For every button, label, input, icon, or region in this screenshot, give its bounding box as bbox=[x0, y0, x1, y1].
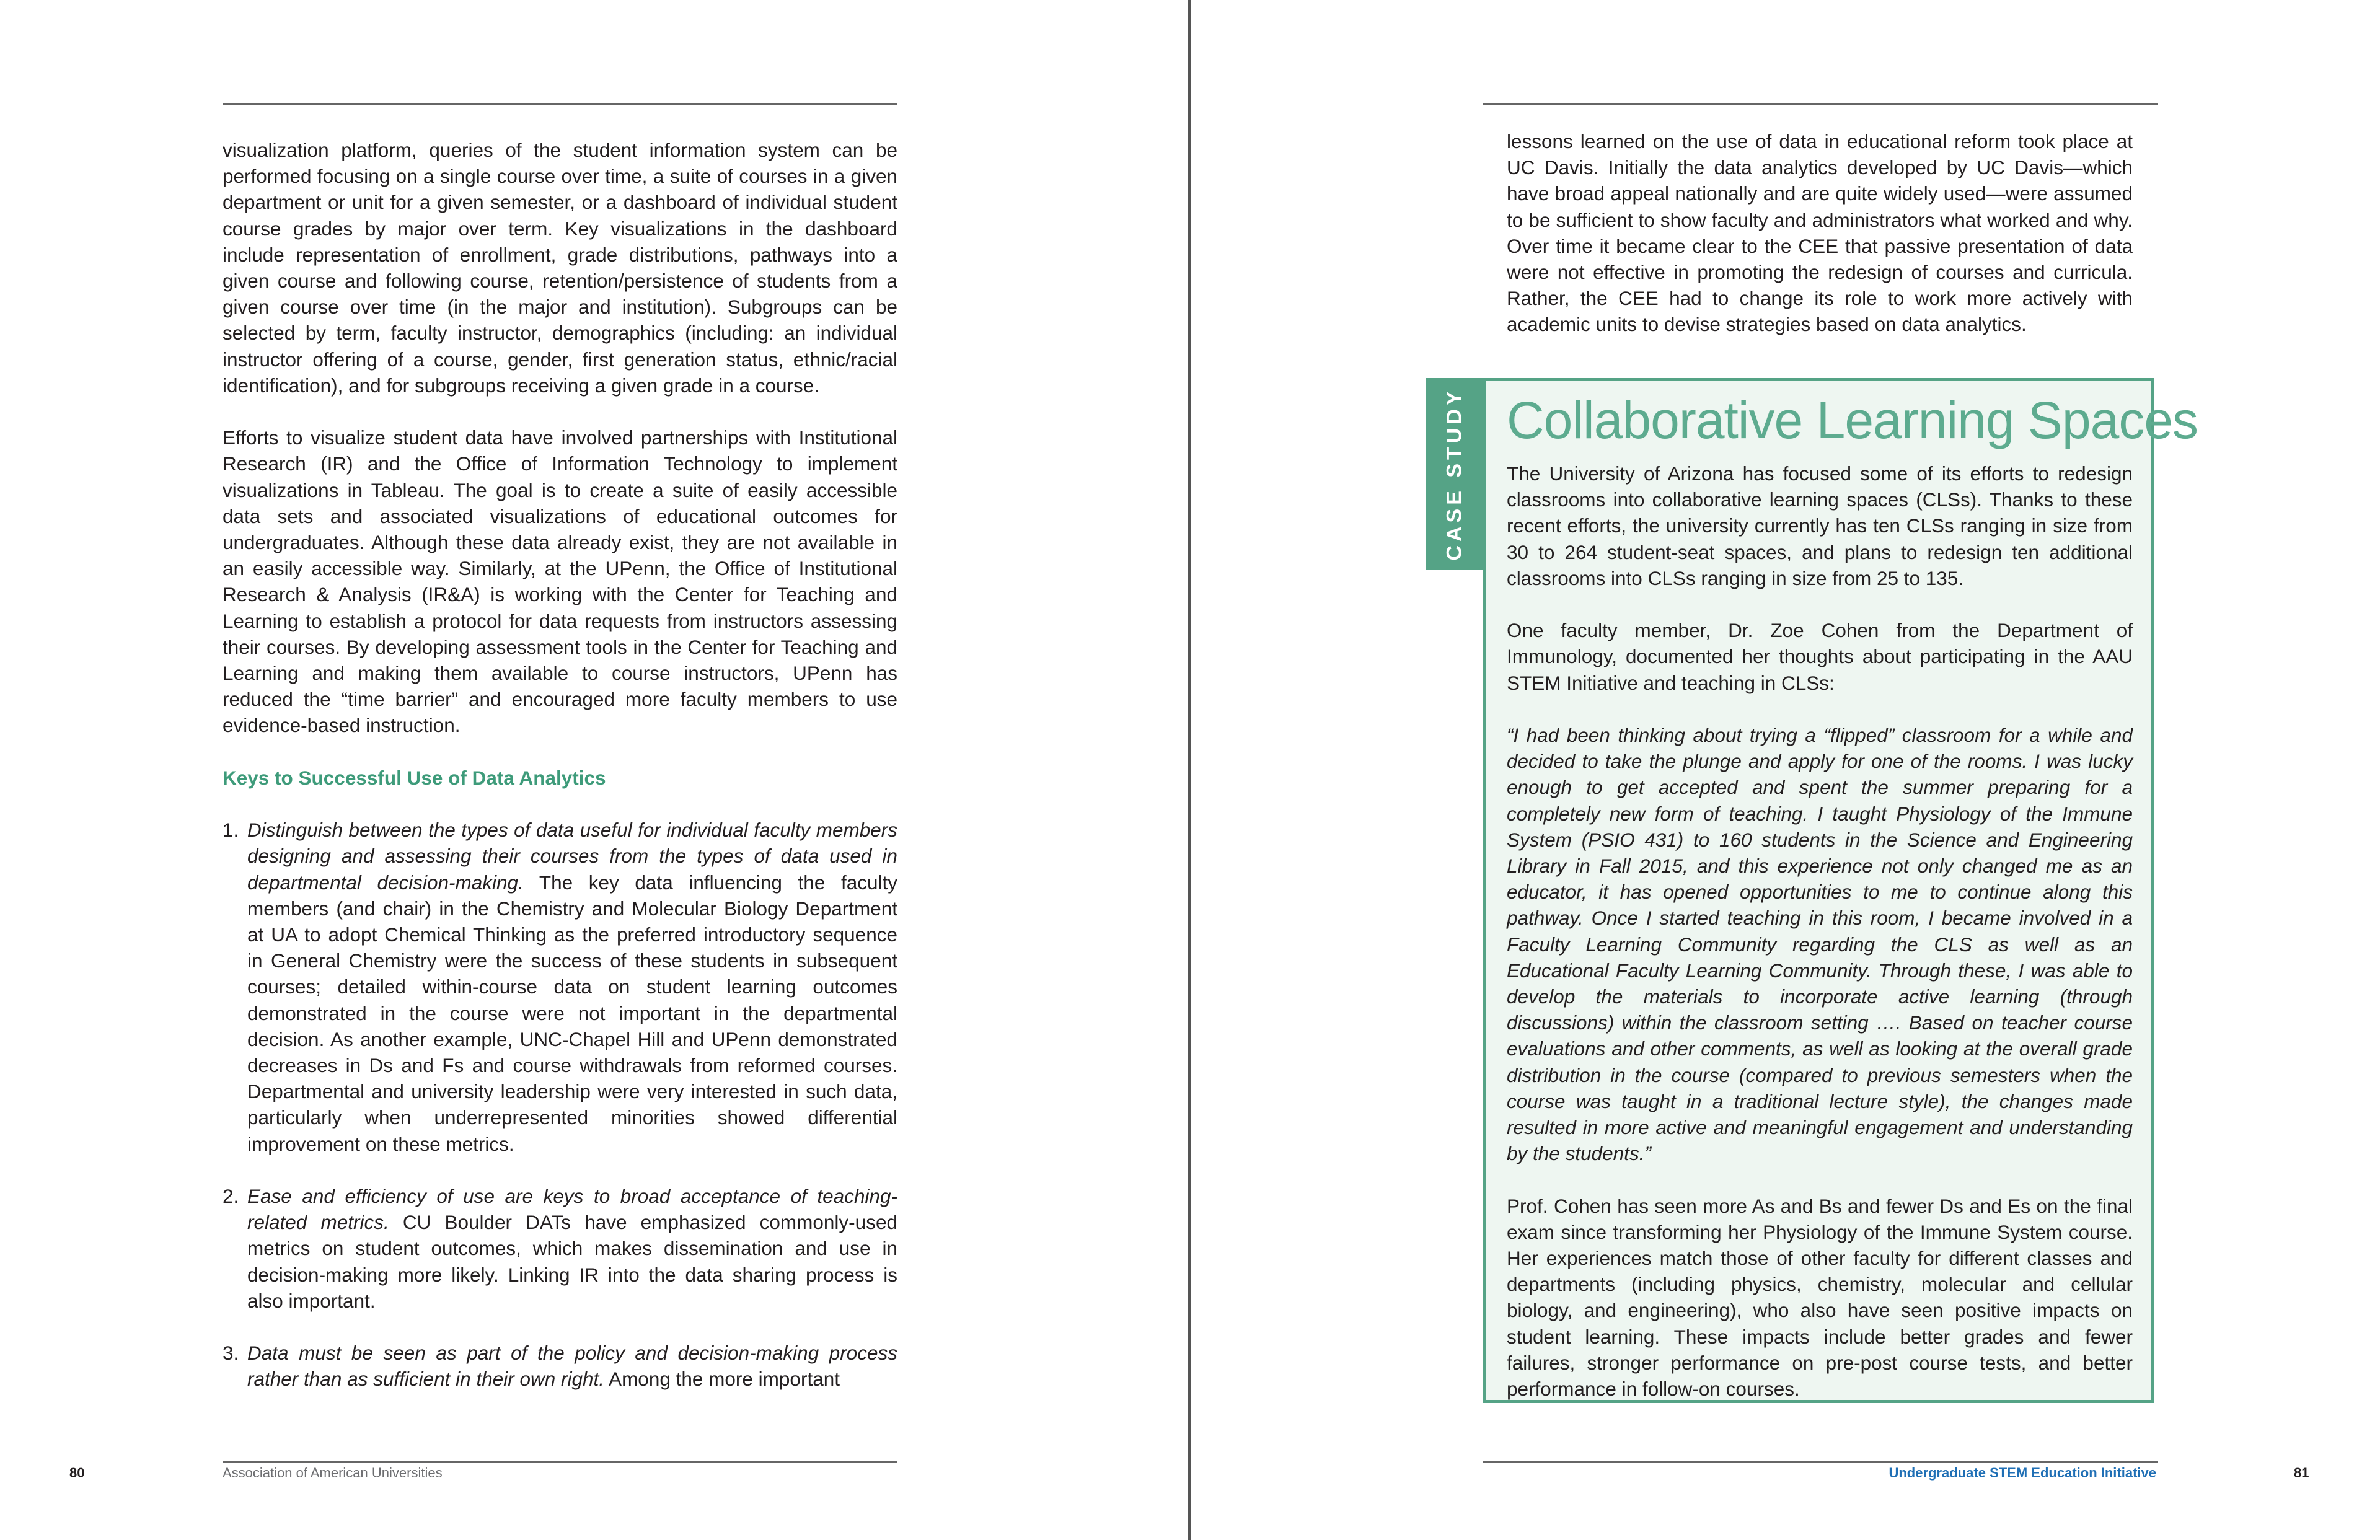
list-number: 1. bbox=[223, 819, 239, 842]
running-footer: Association of American Universities bbox=[223, 1465, 443, 1481]
list-item-lead: Data must be seen as part of the policy and decision-making process rather than as sufficient in their own right. bbox=[247, 1342, 897, 1391]
case-study-label: CASE STUDY bbox=[1442, 387, 1466, 561]
bottom-rule bbox=[1483, 1461, 2158, 1463]
list-item-text: Among the more important bbox=[604, 1368, 840, 1391]
list-item-lead: Ease and efficiency of use are keys to broad acceptance of teaching-related metrics. bbox=[247, 1185, 897, 1234]
quote-paragraph: “I had been thinking about trying a “flipped” classroom for a while and decided to take the plunge and apply for one of the rooms. I was lucky enough to get accepted and spent the summer preparing for a completely new form of teaching. I taught Physiology of the Immune System (PSIO 431) to 160 students in the Science and Engineering Library in Fall 2015, and this experience not only changed me as an educator, it has opened opportunities to me to continue along this pathway. Once I started teaching in this room, I became involved in a Faculty Learning Community regarding the CLS as well as an Educational Faculty Learning Community. Through these, I was able to develop the materials to incorporate active learning (through discussions) within the classroom setting …. Based on teacher course evaluations and other comments, as well as looking at the overall grade distribution in the course (compared to previous semesters when the course was taught in a traditional lecture style), the changes made resulted in more active and meaningful engagement and understanding by the students.” bbox=[1507, 724, 2133, 1165]
left-page bbox=[0, 0, 1189, 1540]
list-item-text: The key data influencing the faculty members (and chair) in the Chemistry and Molecular Biology Department at UA to adopt Chemical Thinking as the preferred introductory sequence in General Chemistry were the success of these students in subsequent courses; detailed within-course data on student learning outcomes demonstrated in the course were not important in the departmental decision. As another example, UNC-Chapel Hill and UPenn demonstrated decreases in Ds and Fs and course withdrawals from reformed courses. Departmental and university leadership were very interested in such data, particularly when underrepresented minorities showed differential improvement on these metrics. bbox=[247, 871, 897, 1155]
paragraph: visualization platform, queries of the student information system can be performed focusing on a single course over time, a suite of courses in a given department or unit for a given semester, or a dashboard of individual student course grades by major over term. Key visualizations in the dashboard include representation of enrollment, grade distributions, pathways into a given course and following course, retention/persistence of students from a given course over time (in the major and institution). Subgroups can be selected by term, faculty instructor, demographics (including: an individual instructor offering of a course, gender, first generation status, ethnic/racial identification), and for subgroups receiving a given grade in a course. bbox=[223, 139, 897, 397]
page-spine bbox=[1188, 0, 1191, 1540]
paragraph: lessons learned on the use of data in educational reform took place at UC Davis. Initially the data analytics developed by UC Davis—which have broad appeal nationally and are quite widely used—were assumed to be sufficient to show faculty and administrators what worked and why. Over time it became clear to the CEE that passive presentation of data were not effective in promoting the redesign of courses and curricula. Rather, the CEE had to change its role to work more actively with academic units to devise strategies based on data analytics. bbox=[1507, 130, 2133, 336]
left-body bbox=[223, 137, 897, 1393]
top-rule bbox=[223, 103, 897, 105]
paragraph: The University of Arizona has focused some of its efforts to redesign classrooms into collaborative learning spaces (CLSs). Thanks to these recent efforts, the university currently has ten CLSs ranging in size from 30 to 264 student-seat spaces, and plans to redesign ten additional classrooms into CLSs ranging in size from 25 to 135. bbox=[1507, 462, 2133, 589]
bottom-rule bbox=[223, 1461, 897, 1463]
right-intro bbox=[1507, 128, 2133, 338]
paragraph: Prof. Cohen has seen more As and Bs and fewer Ds and Es on the final exam since transforming her Physiology of the Immune System course. Her experiences match those of other faculty for different classes and departments (including physics, chemistry, molecular and cellular biology, and engineering), who also have seen positive impacts on student learning. These impacts include better grades and fewer failures, stronger performance on pre-post course tests, and better performance in follow-on courses. bbox=[1507, 1194, 2133, 1401]
case-study-tab bbox=[1426, 378, 1483, 570]
paragraph: Efforts to visualize student data have involved partnerships with Institutional Research (IR) and the Office of Information Technology to implement visualizations in Tableau. The goal is to create a suite of easily accessible data sets and associated visualizations of educational outcomes for undergraduates. Although these data already exist, they are not available in an easily accessible way. Similarly, at the UPenn, the Office of Institutional Research & Analysis (IR&A) is working with the Center for Teaching and Learning to establish a protocol for data requests from instructors assessing their courses. By developing assessment tools in the Center for Teaching and Learning and making them available to course instructors, UPenn has reduced the “time barrier” and encouraged more faculty members to use evidence-based instruction. bbox=[223, 426, 897, 737]
running-footer: Undergraduate STEM Education Initiative bbox=[1889, 1465, 2156, 1481]
list-item-text: CU Boulder DATs have emphasized commonly-used metrics on student outcomes, which makes dissemination and use in decision-making more likely. Linking IR into the data sharing process is also important. bbox=[247, 1211, 897, 1312]
section-heading: Keys to Successful Use of Data Analytics bbox=[223, 766, 606, 789]
list-item bbox=[223, 1340, 897, 1392]
case-study-body bbox=[1507, 460, 2133, 1402]
paragraph: One faculty member, Dr. Zoe Cohen from the Department of Immunology, documented her thoughts about participating in the AAU STEM Initiative and teaching in CLSs: bbox=[1507, 619, 2133, 694]
page-number: 81 bbox=[2294, 1465, 2309, 1481]
keys-list bbox=[223, 817, 897, 1392]
page-number: 80 bbox=[69, 1465, 85, 1481]
list-item bbox=[223, 1183, 897, 1314]
case-study-title: Collaborative Learning Spaces bbox=[1507, 391, 2198, 449]
list-item bbox=[223, 817, 897, 1157]
list-number: 2. bbox=[223, 1185, 239, 1208]
list-item-lead: Distinguish between the types of data useful for individual faculty members designing and assessing their courses from the types of data used in departmental decision-making. bbox=[247, 819, 897, 894]
top-rule bbox=[1483, 103, 2158, 105]
list-number: 3. bbox=[223, 1342, 239, 1365]
